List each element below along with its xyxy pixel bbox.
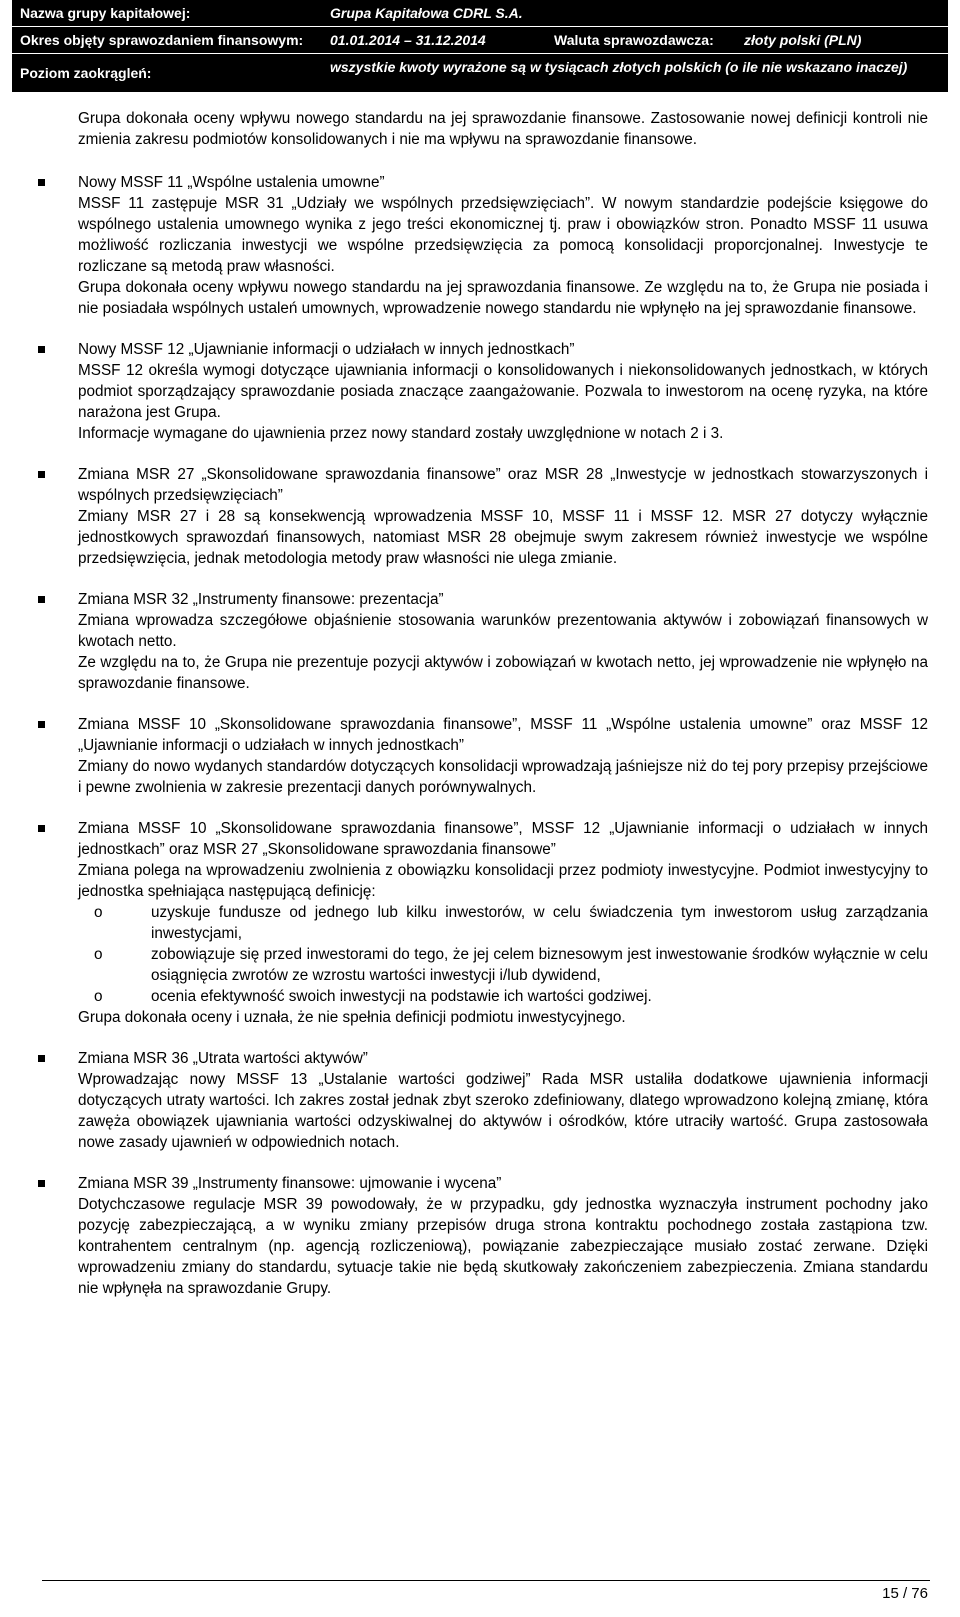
item-body: Dotychczasowe regulacje MSR 39 powodowały, że w przypadku, gdy jednostka wyznaczyła instrument pochodny jako pozycję zabezpieczającą, a w wyniku zmiany przepisów druga strona kontraktu pochodnego została zastąpiona tzw. kontrahentem centralnym (np. agencją rozliczeniową), powiązanie zabezpieczające musiało zostać zerwane. Dzięki wprowadzeniu zmiany do standardu, sytuacje takie nie będą skutkowały zakończeniem zabezpieczenia. Zmiana standardu nie wpłynęła na sprawozdanie Grupy.	[78, 1196, 928, 1297]
item-title: Nowy MSSF 11 „Wspólne ustalenia umowne”	[78, 174, 385, 191]
square-bullet-icon	[38, 1180, 45, 1187]
item-body: Zmiana polega na wprowadzeniu zwolnienia z obowiązku konsolidacji przez podmioty inwestycyjne. Podmiot inwestycyjny to jednostka spełniająca następującą definicję:	[78, 862, 928, 900]
rounding-value: wszystkie kwoty wyrażone są w tysiącach złotych polskich (o ile nie wskazano inaczej)	[330, 59, 908, 75]
standard-item-msr32	[78, 589, 928, 694]
square-bullet-icon	[38, 471, 45, 478]
definition-subitem	[78, 902, 928, 944]
item-body-2: Informacje wymagane do ujawnienia przez nowy standard zostały uwzględnione w notach 2 i 3.	[78, 425, 724, 442]
document-header	[12, 0, 948, 92]
square-bullet-icon	[38, 1055, 45, 1062]
standard-item-msr36	[78, 1048, 928, 1153]
square-bullet-icon	[38, 346, 45, 353]
square-bullet-icon	[38, 179, 45, 186]
item-body: Wprowadzając nowy MSSF 13 „Ustalanie wartości godziwej” Rada MSR ustaliła dodatkowe ujawnienia informacji dotyczących utraty wartości. Ich zakres został jednak zbyt szeroko zdefiniowany, dlatego wprowadzono kolejną zmianę, która zawęża obowiązek ujawniania wartości odzyskiwalnej do aktywów i ośrodków, które utraciły wartość. Grupa zastosowała nowe zasady ujawnień w odpowiednich notach.	[78, 1071, 928, 1151]
standard-item-msr27-28	[78, 464, 928, 569]
rounding-label: Poziom zaokrągleń:	[20, 65, 152, 81]
header-row-rounding	[12, 53, 948, 92]
item-body: MSSF 12 określa wymogi dotyczące ujawniania informacji o konsolidowanych i niekonsolidowanych jednostkach, w których podmiot sporządzający sprawozdanie posiada znaczące zaangażowanie. Pozwala to inwestorom na ocenę ryzyka, na które narażona jest Grupa.	[78, 362, 928, 421]
square-bullet-icon	[38, 596, 45, 603]
item-title: Zmiana MSSF 10 „Skonsolidowane sprawozdania finansowe”, MSSF 12 „Ujawnianie informacji o udziałach w innych jednostkach” oraz MSR 27 „Skonsolidowane sprawozdania finansowe”	[78, 820, 928, 858]
item-title: Zmiana MSR 32 „Instrumenty finansowe: prezentacja”	[78, 591, 444, 608]
item-body: Zmiana wprowadza szczegółowe objaśnienie stosowania warunków prezentowania aktywów i zobowiązań finansowych w kwotach netto.	[78, 612, 928, 650]
item-body-2: Ze względu na to, że Grupa nie prezentuje pozycji aktywów i zobowiązań w kwotach netto, jej wprowadzenie nie wpłynęło na sprawozdanie finansowe.	[78, 654, 928, 692]
header-row-group-name	[12, 0, 948, 26]
currency-label: Waluta sprawozdawcza:	[554, 32, 714, 48]
header-row-period	[12, 26, 948, 53]
circle-bullet-icon: o	[94, 904, 103, 921]
group-name-value: Grupa Kapitałowa CDRL S.A.	[330, 5, 523, 21]
definition-subitem	[78, 944, 928, 986]
circle-bullet-icon: o	[94, 946, 103, 963]
period-label: Okres objęty sprawozdaniem finansowym:	[20, 32, 304, 48]
item-body-2: Grupa dokonała oceny i uznała, że nie spełnia definicji podmiotu inwestycyjnego.	[78, 1009, 626, 1026]
square-bullet-icon	[38, 825, 45, 832]
subitem-text: uzyskuje fundusze od jednego lub kilku inwestorów, w celu świadczenia tym inwestorom usług zarządzania inwestycjami,	[151, 904, 928, 942]
item-body: MSSF 11 zastępuje MSR 31 „Udziały we wspólnych przedsięwzięciach”. W nowym standardzie podejście księgowe do wspólnego ustalenia umownego wynika z jego treści ekonomicznej tj. praw i obowiązków stron. Ponadto MSSF 11 usuwa możliwość rozliczania inwestycji we wspólne przedsięwzięcia za pomocą konsolidacji proporcjonalnej. Inwestycje te rozliczane są metodą praw własności.	[78, 195, 928, 275]
item-title: Zmiana MSR 36 „Utrata wartości aktywów”	[78, 1050, 368, 1067]
item-title: Nowy MSSF 12 „Ujawnianie informacji o udziałach w innych jednostkach”	[78, 341, 575, 358]
standard-item-mssf11	[78, 172, 928, 319]
group-name-label: Nazwa grupy kapitałowej:	[20, 5, 191, 21]
intro-paragraph: Grupa dokonała oceny wpływu nowego standardu na jej sprawozdanie finansowe. Zastosowanie nowej definicji kontroli nie zmienia zakresu podmiotów konsolidowanych i nie ma wpływu na sprawozdanie finansowe.	[78, 110, 928, 148]
currency-value: złoty polski (PLN)	[744, 32, 862, 48]
item-body: Zmiany do nowo wydanych standardów dotyczących konsolidacji wprowadzają jaśniejsze niż do tej pory przepisy przejściowe i pewne zwolnienia w zakresie prezentacji danych porównywalnych.	[78, 758, 928, 796]
standard-item-mssf12	[78, 339, 928, 444]
item-body: Zmiany MSR 27 i 28 są konsekwencją wprowadzenia MSSF 10, MSSF 11 i MSSF 12. MSR 27 dotyczy wyłącznie jednostkowych sprawozdań finansowych, natomiast MSR 28 obejmuje swym zakresem również inwestycje we wspólne przedsięwzięcia, jednak metodologia metody praw własności nie ulega zmianie.	[78, 508, 928, 567]
document-body	[78, 108, 928, 1299]
subitem-text: ocenia efektywność swoich inwestycji na podstawie ich wartości godziwej.	[151, 988, 652, 1005]
standard-item-mssf10-11-12	[78, 714, 928, 798]
item-body-2: Grupa dokonała oceny wpływu nowego standardu na jej sprawozdania finansowe. Ze względu na to, że Grupa nie posiada i nie posiadała wspólnych ustaleń umownych, wprowadzenie nowego standardu nie wpłynęło na jej sprawozdanie finansowe.	[78, 279, 928, 317]
circle-bullet-icon: o	[94, 988, 103, 1005]
subitem-text: zobowiązuje się przed inwestorami do tego, że jej celem biznesowym jest inwestowanie środków wyłącznie w celu osiągnięcia zwrotów ze wzrostu wartości inwestycji i/lub dywidend,	[151, 946, 928, 984]
standard-item-msr39	[78, 1173, 928, 1299]
page-number: 15 / 76	[882, 1585, 928, 1602]
item-title: Zmiana MSSF 10 „Skonsolidowane sprawozdania finansowe”, MSSF 11 „Wspólne ustalenia umowne” oraz MSSF 12 „Ujawnianie informacji o udziałach w innych jednostkach”	[78, 716, 928, 754]
item-title: Zmiana MSR 39 „Instrumenty finansowe: ujmowanie i wycena”	[78, 1175, 502, 1192]
standard-item-investment-entities	[78, 818, 928, 1028]
definition-subitem	[78, 986, 928, 1007]
square-bullet-icon	[38, 721, 45, 728]
period-value: 01.01.2014 – 31.12.2014	[330, 32, 486, 48]
item-title: Zmiana MSR 27 „Skonsolidowane sprawozdania finansowe” oraz MSR 28 „Inwestycje w jednostkach stowarzyszonych i wspólnych przedsięwzięciach”	[78, 466, 928, 504]
footer-divider	[42, 1580, 930, 1581]
